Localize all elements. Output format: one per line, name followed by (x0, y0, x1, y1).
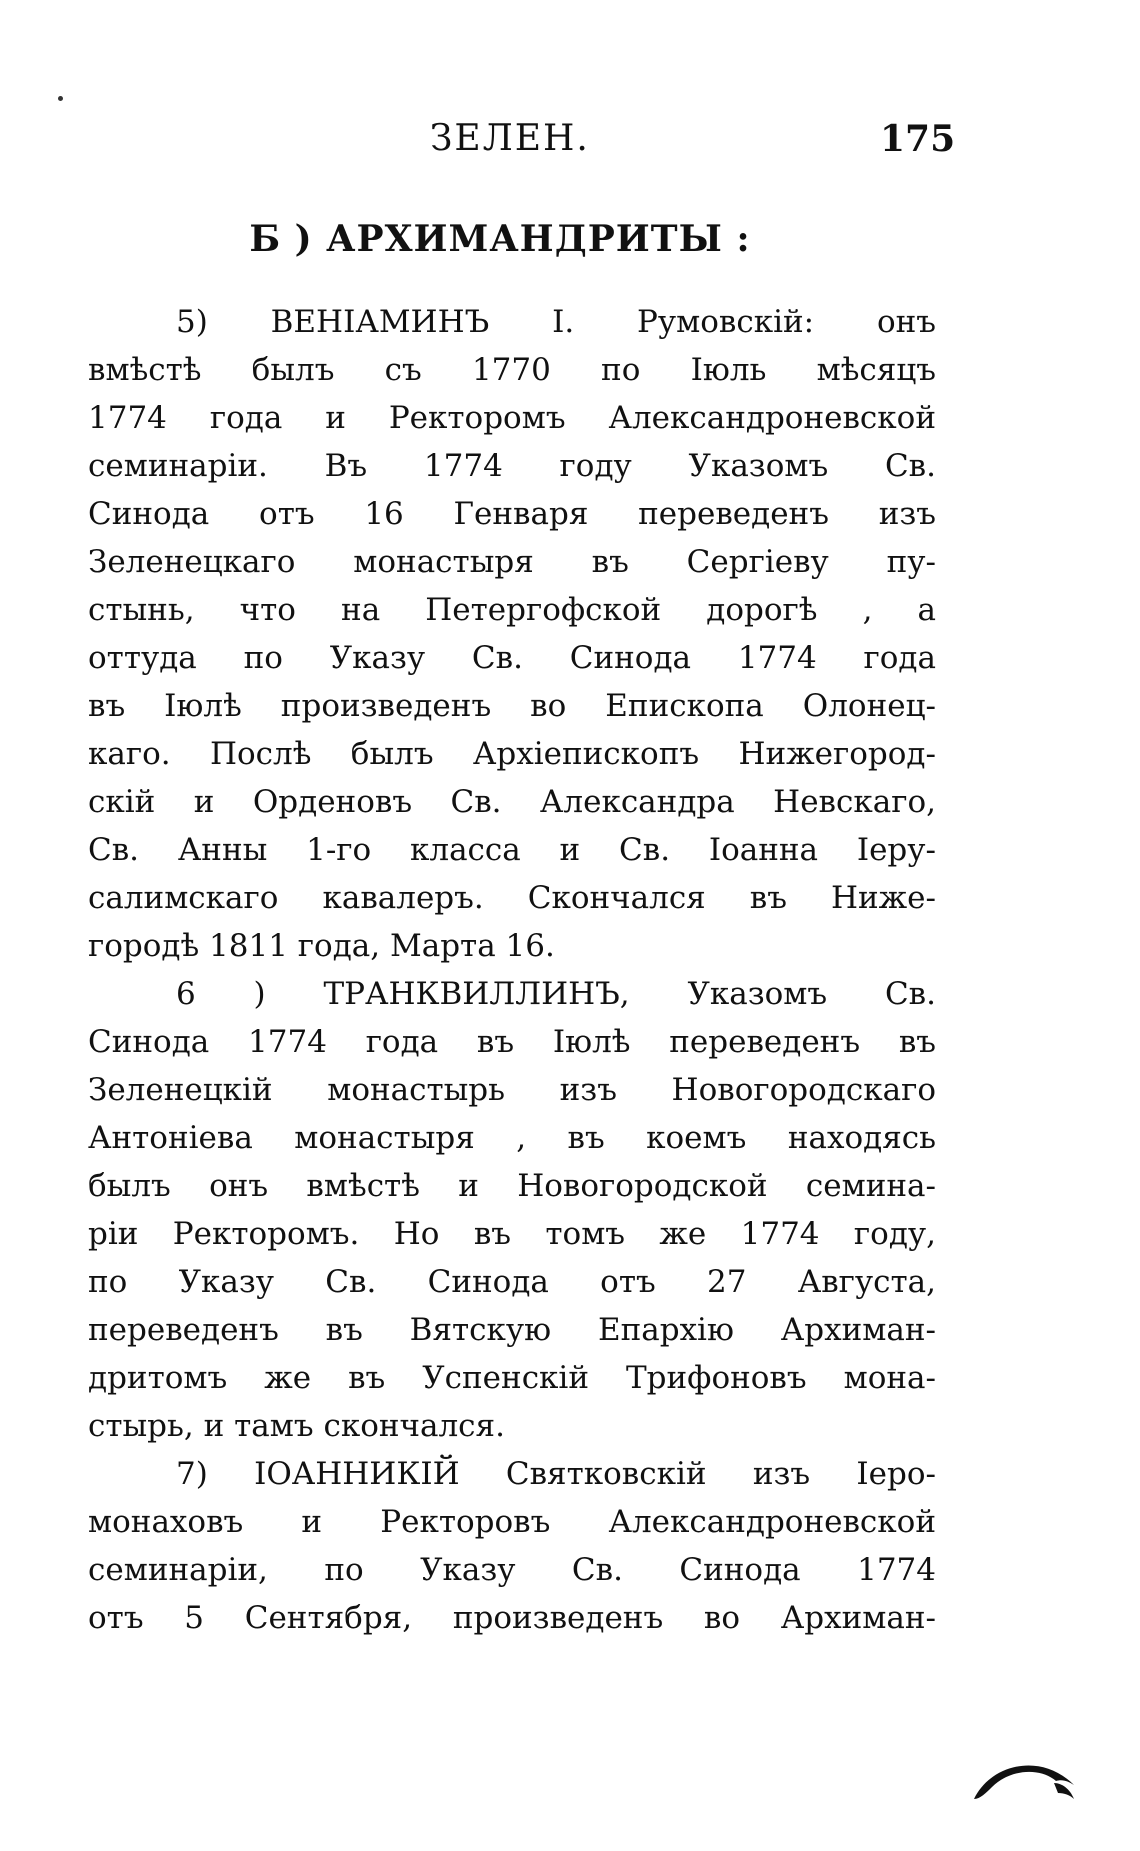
text-line: переведенъ въ Вятскую Епархію Архиман- (88, 1312, 936, 1348)
text-line: Синода отъ 16 Генваря переведенъ изъ (88, 496, 936, 532)
print-speck (58, 96, 63, 101)
text-line: 7) ІОАННИКІЙ Святковскій изъ Іеро- (176, 1456, 936, 1492)
text-line: Синода 1774 года въ Іюлѣ переведенъ въ (88, 1024, 936, 1060)
text-line: скій и Орденовъ Св. Александра Невскаго, (88, 784, 936, 820)
text-line: по Указу Св. Синода отъ 27 Августа, (88, 1264, 936, 1300)
text-line: ріи Ректоромъ. Но въ томъ же 1774 году, (88, 1216, 936, 1252)
text-line: Зеленецкій монастырь изъ Новогородскаго (88, 1072, 936, 1108)
page-number: 175 (880, 118, 956, 160)
text-line: монаховъ и Ректоровъ Александроневской (88, 1504, 936, 1540)
text-line: городѣ 1811 года, Марта 16. (88, 928, 555, 964)
text-line: 5) ВЕНІАМИНЪ І. Румовскій: онъ (176, 304, 936, 340)
text-line: стырь, и тамъ скончался. (88, 1408, 505, 1444)
text-line: отъ 5 Сентября, произведенъ во Архиман- (88, 1600, 936, 1636)
text-line: стынь, что на Петергофской дорогѣ , а (88, 592, 936, 628)
text-line: оттуда по Указу Св. Синода 1774 года (88, 640, 936, 676)
text-line: 6 ) ТРАНКВИЛЛИНЪ, Указомъ Св. (176, 976, 936, 1012)
text-line: салимскаго кавалеръ. Скончался въ Ниже- (88, 880, 936, 916)
text-line: вмѣстѣ былъ съ 1770 по Іюль мѣсяцъ (88, 352, 936, 388)
text-line: Зеленецкаго монастыря въ Сергіеву пу- (88, 544, 936, 580)
text-line: былъ онъ вмѣстѣ и Новогородской семина- (88, 1168, 936, 1204)
section-title: Б ) АРХИМАНДРИТЫ : (249, 218, 751, 260)
text-line: дритомъ же въ Успенскій Трифоновъ мона- (88, 1360, 936, 1396)
running-head: ЗЕЛЕН. (430, 118, 590, 159)
text-line: каго. Послѣ былъ Архіепископъ Нижегород- (88, 736, 936, 772)
body-text (88, 298, 936, 1642)
text-line: семинаріи. Въ 1774 году Указомъ Св. (88, 448, 936, 484)
text-line: Антоніева монастыря , въ коемъ находясь (88, 1120, 936, 1156)
text-line: Св. Анны 1-го класса и Св. Іоанна Іеру- (88, 832, 936, 868)
text-line: въ Іюлѣ произведенъ во Епископа Олонец- (88, 688, 936, 724)
text-line: 1774 года и Ректоромъ Александроневской (88, 400, 936, 436)
text-line: семинаріи, по Указу Св. Синода 1774 (88, 1552, 936, 1588)
page-corner-ornament (970, 1747, 1080, 1807)
